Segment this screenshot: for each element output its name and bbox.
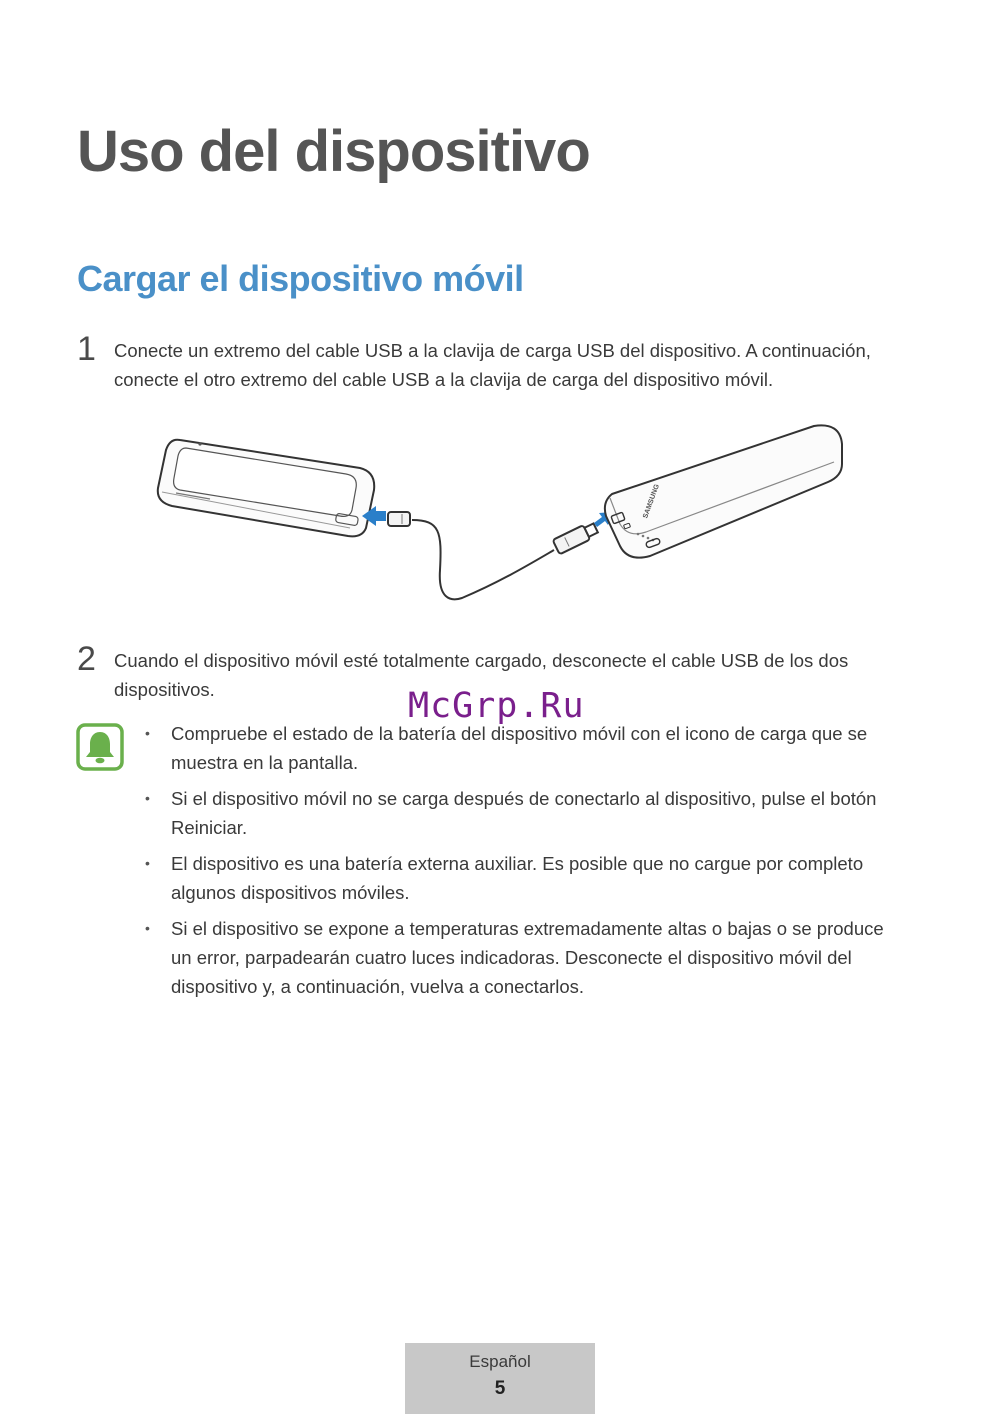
cable-illustration (388, 512, 599, 599)
list-item (145, 849, 905, 907)
phone-illustration (158, 440, 374, 537)
step-1 (77, 330, 907, 394)
bullet: • (145, 855, 150, 871)
page-number: 5 (494, 1378, 506, 1399)
list-item (145, 784, 905, 842)
bullet: • (145, 920, 150, 936)
page-footer (405, 1343, 595, 1414)
page-title: Uso del dispositivo (77, 119, 590, 184)
step-text: Conecte un extremo del cable USB a la clavija de carga USB del dispositivo. A continuación, conecte el otro extremo del cable USB a la clavija de carga del dispositivo móvil. (114, 340, 871, 390)
power-bank-illustration (605, 425, 842, 557)
bullet: • (145, 790, 150, 806)
step-number: 1 (77, 330, 96, 368)
bell-icon (76, 723, 124, 771)
note-text: El dispositivo es una batería externa auxiliar. Es posible que no cargue por completo algunos dispositivos móviles. (171, 853, 864, 903)
charging-illustration (150, 420, 850, 610)
footer-language: Español (469, 1352, 531, 1371)
note-text: Compruebe el estado de la batería del dispositivo móvil con el icono de carga que se muestra en la pantalla. (171, 723, 868, 773)
note-text: Si el dispositivo se expone a temperaturas extremadamente altas o bajas o se produce un error, parpadearán cuatro luces indicadoras. Desconecte el dispositivo móvil del dispositivo y, a continuación, vuelva a conectarlos. (171, 918, 884, 997)
bullet: • (145, 725, 150, 741)
note-list (145, 719, 905, 1008)
step-text: Cuando el dispositivo móvil esté totalmente cargado, desconecte el cable USB de los dos dispositivos. (114, 650, 849, 700)
note-text: Si el dispositivo móvil no se carga después de conectarlo al dispositivo, pulse el botón Reiniciar. (171, 788, 877, 838)
brand-label: SAMSUNG (642, 483, 661, 520)
step-number: 2 (77, 640, 96, 678)
watermark: McGrp.Ru (408, 686, 585, 726)
section-title: Cargar el dispositivo móvil (77, 258, 524, 299)
list-item (145, 719, 905, 777)
list-item (145, 914, 905, 1001)
